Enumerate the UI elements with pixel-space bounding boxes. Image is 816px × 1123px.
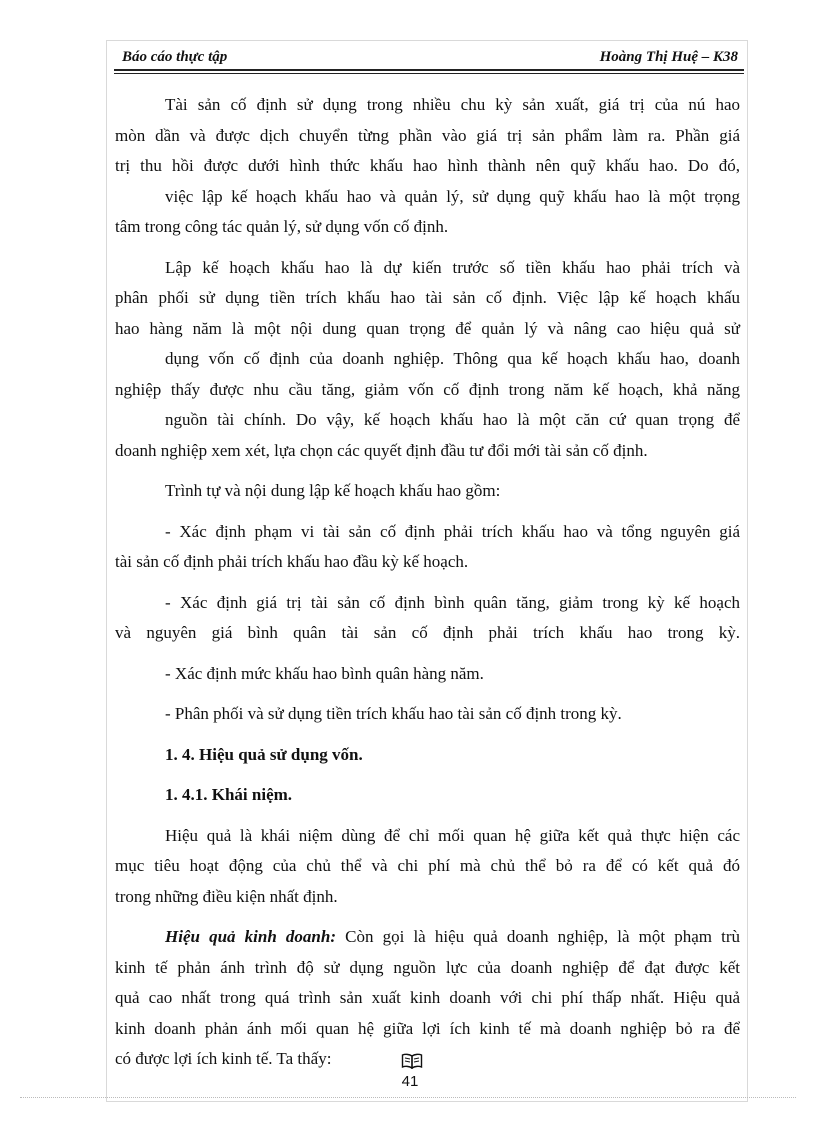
text-line: doanh nghiệp xem xét, lựa chọn các quyết định đầu tư đổi mới tài sản cố định. xyxy=(115,440,648,460)
paragraph-procedure-intro xyxy=(115,476,740,507)
list-item-average-value xyxy=(115,588,740,649)
text-line: phân phối sử dụng tiền trích khấu hao tài sản cố định. Việc lập kế hoạch khấu xyxy=(115,288,740,307)
text-line xyxy=(115,922,740,953)
text-line: Trình tự và nội dung lập kế hoạch khấu hao gồm: xyxy=(165,481,501,500)
text-line: trong những điều kiện nhất định. xyxy=(115,886,338,906)
text-line: Tài sản cố định sử dụng trong nhiều chu kỳ sản xuất, giá trị của nú hao xyxy=(165,95,740,114)
text-line: tâm trong công tác quản lý, sử dụng vốn cố định. xyxy=(115,217,449,236)
document-body xyxy=(115,90,740,1075)
list-item-allocation xyxy=(115,699,740,730)
term-business-efficiency: Hiệu quả kinh doanh: xyxy=(165,927,336,946)
text-line: Hiệu quả là khái niệm dùng để chỉ mối quan hệ giữa kết quả thực hiện các xyxy=(165,825,740,845)
text-line: hao hàng năm là một nội dung quan trọng để quản lý và nâng cao hiệu quả sử xyxy=(115,318,740,338)
page-number: 41 xyxy=(401,1073,419,1090)
text-line: kinh tế phản ánh trình độ sử dụng nguồn lực của doanh nghiệp để đạt được kết xyxy=(115,957,740,977)
page-separator xyxy=(20,1097,796,1098)
text-line: - Phân phối và sử dụng tiền trích khấu hao tài sản cố định trong kỳ. xyxy=(165,704,622,723)
subsection-heading: 1. 4.1. Khái niệm. xyxy=(165,785,293,804)
text-line: - Xác định giá trị tài sản cố định bình quân tăng, giảm trong kỳ kế hoạch xyxy=(165,592,740,612)
text-line: - Xác định phạm vi tài sản cố định phải trích khấu hao và tổng nguyên giá xyxy=(165,521,740,541)
text-line: mòn dần và được dịch chuyển từng phần vào giá trị sản phẩm làm ra. Phần giá xyxy=(115,125,740,145)
list-item-scope xyxy=(115,517,740,578)
page-header xyxy=(114,46,744,68)
text-line: việc lập kế hoạch khấu hao và quản lý, sử dụng quỹ khấu hao là một trọng xyxy=(165,186,740,206)
text-line: nghiệp thấy được nhu cầu tăng, giảm vốn cố định trong năm kế hoạch, khả năng xyxy=(115,379,740,399)
text-line: mục tiêu hoạt động của chủ thể và chi phí mà chủ thể bỏ ra để có kết quả đó xyxy=(115,856,740,875)
list-item-annual-rate xyxy=(115,659,740,690)
paragraph-business-efficiency xyxy=(115,922,740,1075)
text-line: và nguyên giá bình quân tài sản cố định phải trích khấu hao trong kỳ. xyxy=(115,623,740,642)
paragraph-efficiency-definition xyxy=(115,821,740,913)
text-line: quả cao nhất trong quá trình sản xuất kinh doanh với chi phí thấp nhất. Hiệu quả xyxy=(115,988,740,1007)
text-line: tài sản cố định phải trích khấu hao đầu kỳ kế hoạch. xyxy=(115,552,469,571)
text-line: nguồn tài chính. Do vậy, kế hoạch khấu hao là một căn cứ quan trọng để xyxy=(165,410,740,429)
section-heading: 1. 4. Hiệu quả sử dụng vốn. xyxy=(165,744,363,764)
header-report-title: Báo cáo thực tập xyxy=(122,49,228,65)
text-line: dụng vốn cố định của doanh nghiệp. Thông qua kế hoạch khấu hao, doanh xyxy=(165,349,740,368)
text-line: trị thu hồi được dưới hình thức khấu hao hình thành nên quỹ khấu hao. Do đó, xyxy=(115,156,740,175)
book-icon xyxy=(400,1053,424,1071)
header-author: Hoàng Thị Huệ – K38 xyxy=(599,49,738,65)
text-run: Còn gọi là hiệu quả doanh nghiệp, là một phạm trù xyxy=(336,927,741,946)
text-line: Lập kế hoạch khấu hao là dự kiến trước số tiền khấu hao phải trích và xyxy=(165,257,740,277)
text-line: có được lợi ích kinh tế. Ta thấy: xyxy=(115,1049,332,1068)
paragraph-depreciation-plan xyxy=(115,253,740,467)
paragraph-fixed-assets xyxy=(115,90,740,243)
text-line: - Xác định mức khấu hao bình quân hàng năm. xyxy=(165,663,484,683)
header-rule xyxy=(114,69,744,74)
text-line: kinh doanh phản ánh mối quan hệ giữa lợi ích kinh tế mà doanh nghiệp bỏ ra để xyxy=(115,1018,740,1038)
